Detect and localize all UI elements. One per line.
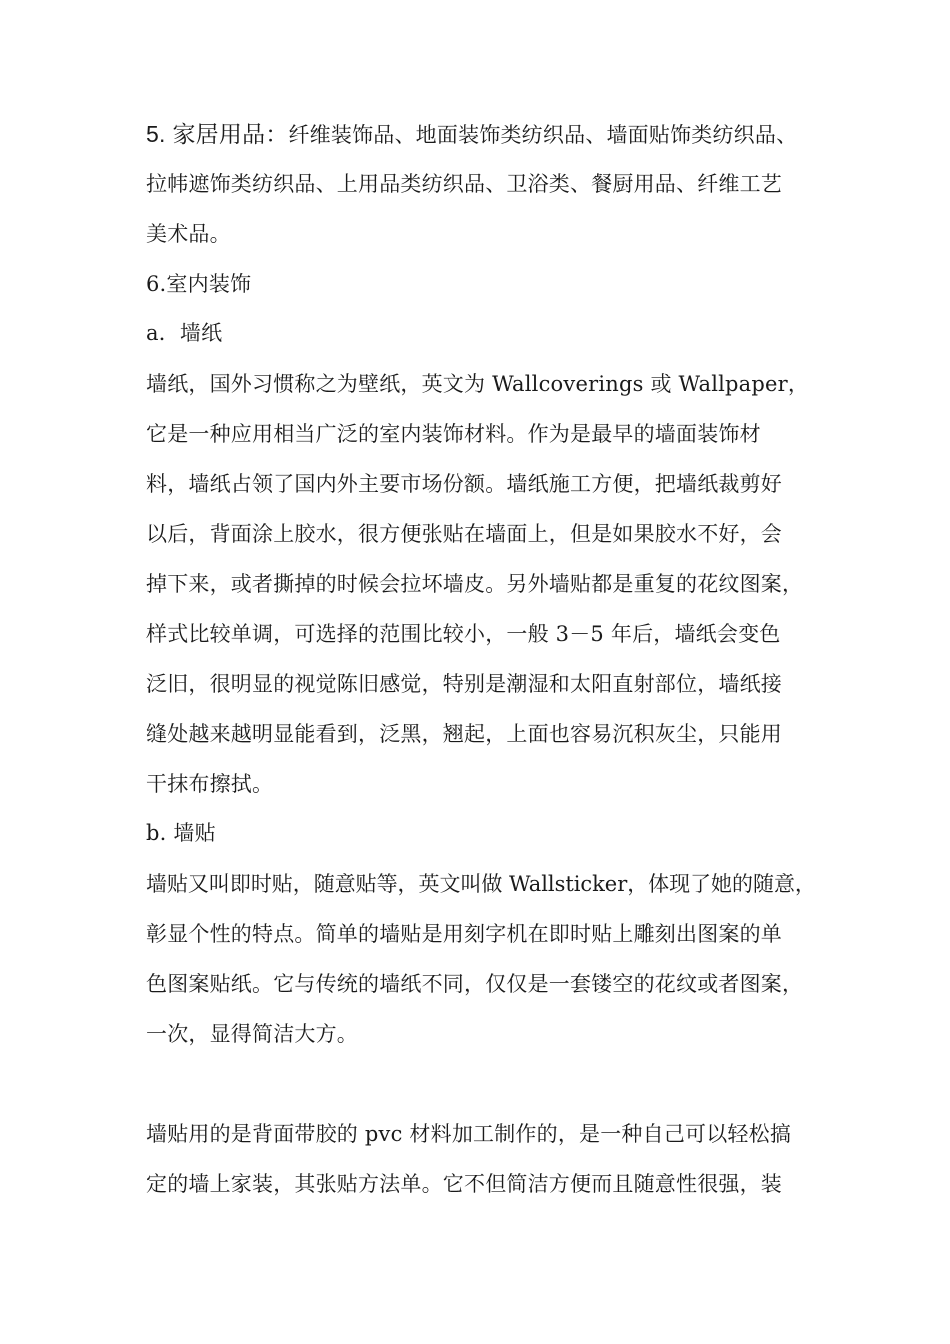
paragraph-line: 料，墙纸占领了国内外主要市场份额。墙纸施工方便，把墙纸裁剪好 [146, 472, 782, 496]
paragraph-line: 样式比较单调，可选择的范围比较小，一般 3－5 年后，墙纸会变色 [146, 622, 781, 646]
subsection-a-title: a．墙纸 [146, 321, 223, 345]
section-5-text: 纤维装饰品、地面装饰类纺织品、墙面贴饰类纺织品、 [288, 123, 798, 147]
paragraph-line: 墙纸，国外习惯称之为壁纸，英文为 Wallcoverings 或 Wallpaper， [146, 372, 810, 396]
paragraph-line: 缝处越来越明显能看到，泛黑，翘起，上面也容易沉积灰尘，只能用 [146, 722, 782, 746]
paragraph-line: 墙贴用的是背面带胶的 pvc 材料加工制作的，是一种自己可以轻松搞 [146, 1122, 792, 1146]
paragraph-line: 以后，背面涂上胶水，很方便张贴在墙面上，但是如果胶水不好，会 [146, 522, 782, 546]
paragraph-line: 泛旧，很明显的视觉陈旧感觉，特别是潮湿和太阳直射部位，墙纸接 [146, 672, 782, 696]
section-5-line-1 [146, 119, 816, 150]
paragraph-line: 定的墙上家装，其张贴方法单。它不但简洁方便而且随意性很强，装 [146, 1172, 782, 1196]
paragraph-line: 彰显个性的特点。简单的墙贴是用刻字机在即时贴上雕刻出图案的单 [146, 922, 782, 946]
paragraph-line: 色图案贴纸。它与传统的墙纸不同，仅仅是一套镂空的花纹或者图案， [146, 972, 804, 996]
paragraph-line: 一次，显得简洁大方。 [146, 1022, 358, 1046]
paragraph-line: 墙贴又叫即时贴，随意贴等，英文叫做 Wallsticker，体现了她的随意， [146, 872, 816, 896]
section-5-title: 家居用品： [172, 122, 289, 148]
section-6-title: 6.室内装饰 [146, 272, 252, 296]
paragraph-line: 它是一种应用相当广泛的室内装饰材料。作为是最早的墙面装饰材 [146, 422, 761, 446]
subsection-b-title: b. 墙贴 [146, 821, 216, 845]
paragraph-line: 干抹布擦拭。 [146, 772, 274, 796]
paragraph-line: 掉下来，或者撕掉的时候会拉坏墙皮。另外墙贴都是重复的花纹图案， [146, 572, 804, 596]
section-5-number: 5. [146, 121, 166, 147]
section-5-line-2: 拉帏遮饰类纺织品、上用品类纺织品、卫浴类、餐厨用品、纤维工艺 [146, 172, 782, 196]
section-5-line-3: 美术品。 [146, 222, 231, 246]
